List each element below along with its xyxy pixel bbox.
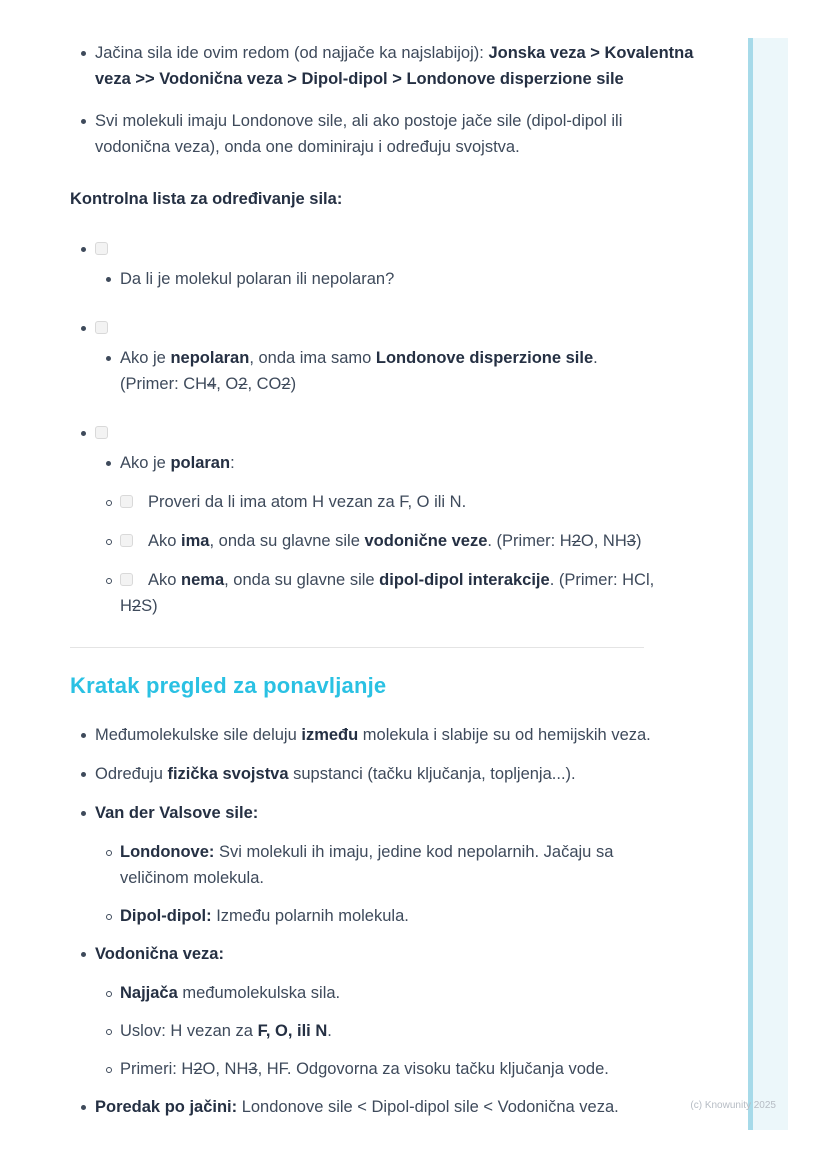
list-item-text: Da li je molekul polaran ili nepolaran?	[120, 270, 395, 288]
checklist-group	[78, 315, 700, 397]
summary-sublist	[78, 839, 700, 929]
list-item	[78, 941, 695, 967]
list-item	[78, 761, 695, 787]
list-item	[103, 1018, 655, 1044]
bullet-icon	[81, 772, 86, 777]
circle-bullet-icon	[106, 914, 112, 920]
intro-list	[78, 40, 700, 160]
list-item	[103, 980, 655, 1006]
list-item	[78, 236, 695, 255]
list-item-text: Međumolekulske sile deluju između molekula i slabije su od hemijskih veza.	[95, 726, 651, 744]
summary-group	[78, 761, 700, 787]
bullet-icon	[81, 952, 86, 957]
bullet-icon	[81, 1105, 86, 1110]
checklist	[78, 236, 700, 619]
summary-group	[78, 941, 700, 1082]
circle-bullet-icon	[106, 850, 112, 856]
list-item-text: Van der Valsove sile:	[95, 804, 259, 822]
checkbox[interactable]	[120, 573, 133, 586]
bullet-icon	[81, 326, 86, 331]
checkbox[interactable]	[95, 321, 108, 334]
list-item	[78, 108, 695, 160]
page-edge-bar-fill	[753, 38, 788, 1130]
list-item-text: Ako je nepolaran, onda ima samo Londonove disperzione sile. (Primer: CH4, O2, CO2)	[120, 349, 598, 393]
circle-bullet-icon	[106, 539, 112, 545]
list-item-text: Ako nema, onda su glavne sile dipol-dipol interakcije. (Primer: HCl, H2S)	[120, 571, 655, 615]
list-item	[103, 489, 655, 515]
list-item-text: Određuju fizička svojstva supstanci (tačku ključanja, topljenja...).	[95, 765, 576, 783]
bullet-icon	[81, 811, 86, 816]
list-item-text: Vodonična veza:	[95, 945, 224, 963]
list-item-text: Svi molekuli imaju Londonove sile, ali ako postoje jače sile (dipol-dipol ili vodonična veza), onda one dominiraju i određuju svojstva.	[95, 112, 623, 156]
summary-list	[78, 722, 700, 1120]
bullet-icon	[81, 431, 86, 436]
list-item	[103, 345, 655, 397]
bullet-icon	[106, 461, 111, 466]
bullet-icon	[106, 356, 111, 361]
bullet-icon	[81, 733, 86, 738]
summary-group	[78, 1094, 700, 1120]
bullet-icon	[81, 247, 86, 252]
section-divider	[70, 647, 644, 648]
checkbox[interactable]	[95, 426, 108, 439]
list-item	[78, 800, 695, 826]
circle-bullet-icon	[106, 991, 112, 997]
list-item-text: Dipol-dipol: Između polarnih molekula.	[120, 907, 409, 925]
circle-bullet-icon	[106, 578, 112, 584]
checkbox[interactable]	[120, 534, 133, 547]
summary-group	[78, 800, 700, 929]
list-item-text: Poredak po jačini: Londonove sile < Dipol-dipol sile < Vodonična veza.	[95, 1098, 619, 1116]
checklist-heading: Kontrolna lista za određivanje sila:	[70, 190, 343, 208]
summary-group	[78, 722, 700, 748]
list-item-text: Primeri: H2O, NH3, HF. Odgovorna za visoku tačku ključanja vode.	[120, 1060, 609, 1078]
circle-bullet-icon	[106, 1029, 112, 1035]
circle-bullet-icon	[106, 500, 112, 506]
list-item	[103, 1056, 655, 1082]
list-item-text: Ako je polaran:	[120, 454, 235, 472]
bullet-icon	[81, 119, 86, 124]
bullet-icon	[106, 277, 111, 282]
checkbox[interactable]	[120, 495, 133, 508]
bullet-icon	[81, 51, 86, 56]
list-item	[78, 40, 695, 92]
list-item	[78, 420, 695, 439]
list-item	[78, 722, 695, 748]
list-item-text: Uslov: H vezan za F, O, ili N.	[120, 1022, 332, 1040]
list-item	[103, 450, 655, 476]
list-item-text: Ako ima, onda su glavne sile vodonične veze. (Primer: H2O, NH3)	[148, 532, 642, 550]
list-item	[78, 1094, 695, 1120]
list-item-text: Proveri da li ima atom H vezan za F, O ili N.	[148, 493, 467, 511]
list-item	[78, 315, 695, 334]
list-item	[103, 266, 655, 292]
list-item	[103, 903, 655, 929]
watermark: (c) Knowunity 2025	[690, 1100, 776, 1111]
list-item-text: Najjača međumolekulska sila.	[120, 984, 341, 1002]
checklist-group	[78, 420, 700, 619]
checklist-group	[78, 236, 700, 292]
summary-sublist	[78, 980, 700, 1082]
list-item	[103, 528, 655, 554]
list-item	[103, 839, 655, 891]
checkbox[interactable]	[95, 242, 108, 255]
circle-bullet-icon	[106, 1067, 112, 1073]
list-item-text: Londonove: Svi molekuli ih imaju, jedine kod nepolarnih. Jačaju sa veličinom molekula.	[120, 843, 614, 887]
summary-heading: Kratak pregled za ponavljanje	[70, 673, 387, 698]
list-item	[103, 567, 655, 619]
list-item-text: Jačina sila ide ovim redom (od najjače ka najslabijoj): Jonska veza > Kovalentna veza >> Vodonična veza > Dipol-dipol > Londonove disperzione sile	[95, 44, 694, 88]
